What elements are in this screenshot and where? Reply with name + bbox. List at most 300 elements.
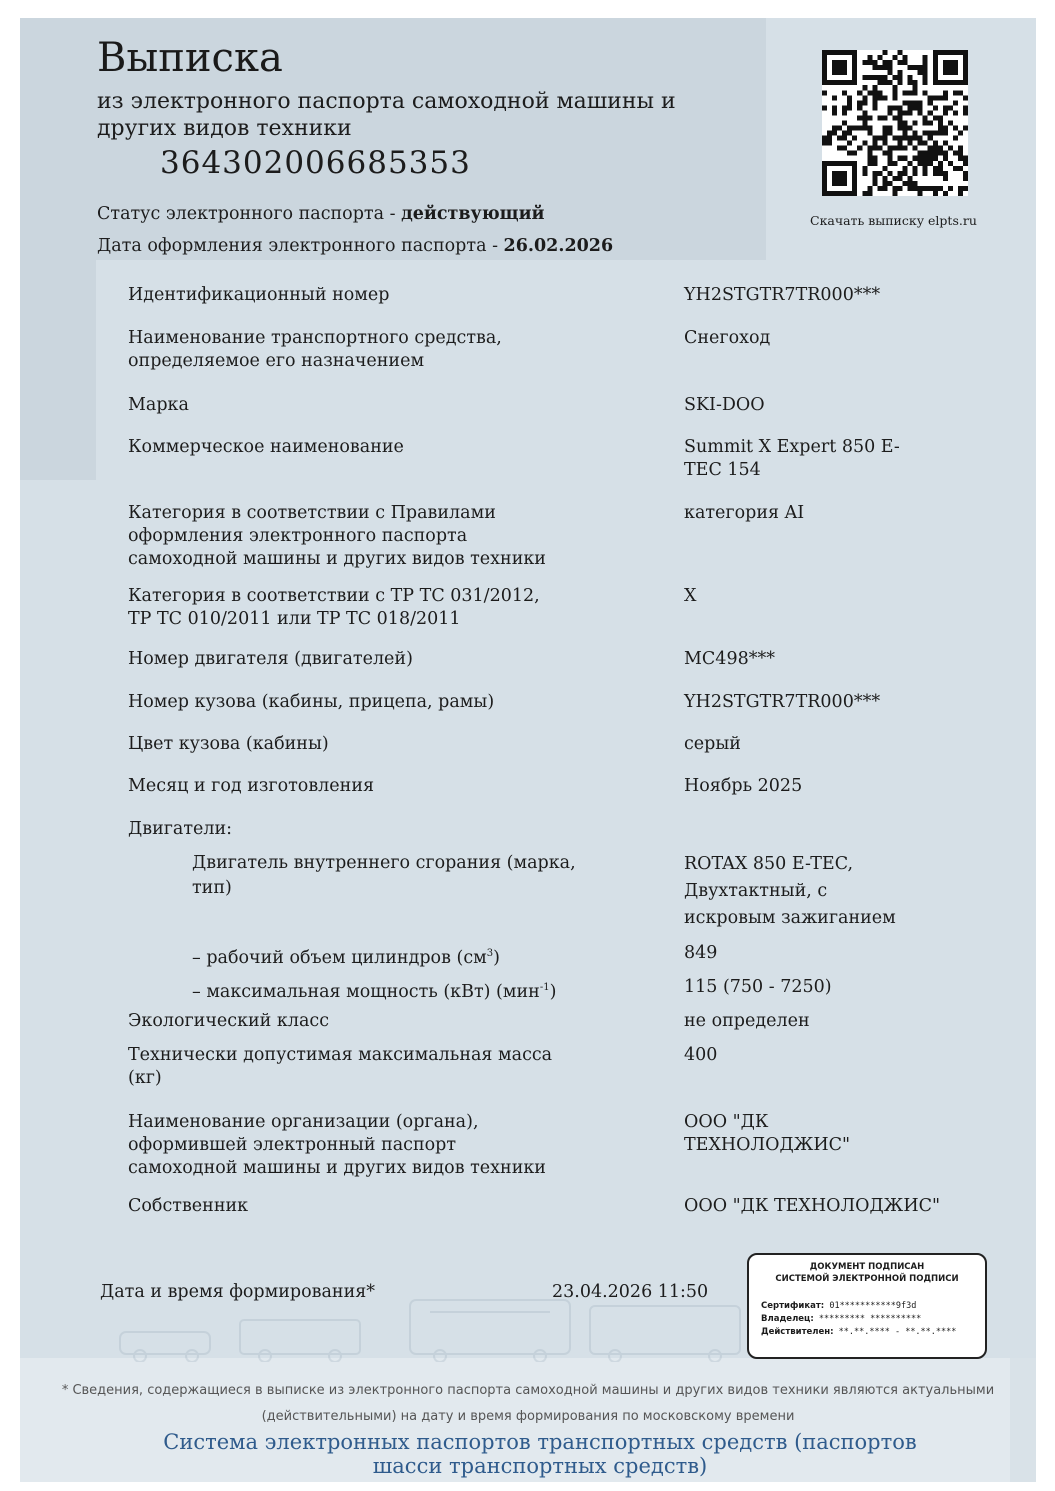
qr-module bbox=[918, 186, 923, 191]
qr-module bbox=[847, 151, 852, 156]
qr-module bbox=[857, 105, 862, 110]
qr-module bbox=[948, 65, 953, 70]
qr-module bbox=[872, 156, 877, 161]
qr-module bbox=[882, 131, 887, 136]
download-link[interactable]: Скачать выписку elpts.ru bbox=[810, 213, 977, 228]
qr-module bbox=[943, 60, 948, 65]
qr-module bbox=[938, 115, 943, 120]
qr-module bbox=[923, 70, 928, 75]
qr-module bbox=[822, 70, 827, 75]
qr-module bbox=[867, 115, 872, 120]
qr-module bbox=[862, 166, 867, 171]
qr-module bbox=[903, 100, 908, 105]
qr-module bbox=[908, 186, 913, 191]
qr-module bbox=[882, 60, 887, 65]
qr-module bbox=[867, 60, 872, 65]
qr-module bbox=[882, 176, 887, 181]
status-value: действующий bbox=[401, 204, 545, 224]
qr-module bbox=[943, 131, 948, 136]
max-power-sup: -1 bbox=[539, 982, 550, 993]
qr-module bbox=[862, 110, 867, 115]
qr-module bbox=[852, 191, 857, 196]
qr-module bbox=[913, 186, 918, 191]
qr-module bbox=[903, 136, 908, 141]
qr-module bbox=[872, 90, 877, 95]
qr-module bbox=[842, 60, 847, 65]
engines-heading: Двигатели: bbox=[128, 819, 233, 839]
qr-module bbox=[943, 70, 948, 75]
qr-module bbox=[908, 65, 913, 70]
qr-module bbox=[948, 146, 953, 151]
qr-module bbox=[933, 191, 938, 196]
qr-module bbox=[928, 100, 933, 105]
qr-module bbox=[847, 80, 852, 85]
qr-module bbox=[923, 75, 928, 80]
qr-module bbox=[847, 131, 852, 136]
qr-module bbox=[842, 171, 847, 176]
field-label-max-mass: Технически допустимая максимальная масса (кг) bbox=[128, 1045, 553, 1088]
qr-module bbox=[882, 115, 887, 120]
qr-module bbox=[963, 176, 968, 181]
qr-module bbox=[958, 146, 963, 151]
field-label-vehicle-name: Наименование транспортного средства, определяемое его назначением bbox=[128, 328, 502, 371]
qr-module bbox=[887, 105, 892, 110]
field-value-max-power: 115 (750 - 7250) bbox=[684, 977, 832, 997]
qr-module bbox=[882, 95, 887, 100]
qr-module bbox=[898, 176, 903, 181]
qr-module bbox=[928, 95, 933, 100]
field-label-category-rules: Категория в соответствии с Правилами оформления электронного паспорта самоходной машины и других видов техники bbox=[128, 503, 546, 569]
qr-module bbox=[938, 171, 943, 176]
field-label-cylinder-volume bbox=[192, 942, 602, 970]
qr-module bbox=[822, 80, 827, 85]
qr-module bbox=[958, 90, 963, 95]
qr-module bbox=[928, 146, 933, 151]
qr-module bbox=[842, 136, 847, 141]
qr-module bbox=[918, 100, 923, 105]
qr-module bbox=[933, 65, 938, 70]
qr-module bbox=[953, 100, 958, 105]
qr-module bbox=[943, 176, 948, 181]
qr-module bbox=[822, 141, 827, 146]
qr-module bbox=[963, 110, 968, 115]
qr-module bbox=[908, 136, 913, 141]
qr-module bbox=[963, 186, 968, 191]
qr-module bbox=[842, 90, 847, 95]
qr-module bbox=[872, 60, 877, 65]
qr-module bbox=[822, 75, 827, 80]
qr-module bbox=[887, 161, 892, 166]
qr-module bbox=[958, 50, 963, 55]
qr-module bbox=[822, 191, 827, 196]
qr-module bbox=[827, 161, 832, 166]
left-band bbox=[20, 260, 96, 480]
qr-module bbox=[963, 50, 968, 55]
qr-module bbox=[837, 126, 842, 131]
qr-module bbox=[938, 80, 943, 85]
qr-module bbox=[923, 65, 928, 70]
qr-module bbox=[943, 110, 948, 115]
qr-module bbox=[963, 65, 968, 70]
qr-module bbox=[933, 151, 938, 156]
qr-module bbox=[913, 65, 918, 70]
stamp-owner-value: ********* ********** bbox=[818, 1314, 922, 1324]
qr-module bbox=[908, 126, 913, 131]
qr-module bbox=[867, 126, 872, 131]
qr-module bbox=[898, 60, 903, 65]
qr-module bbox=[938, 50, 943, 55]
qr-module bbox=[827, 141, 832, 146]
qr-module bbox=[872, 181, 877, 186]
qr-module bbox=[877, 186, 882, 191]
qr-module bbox=[842, 105, 847, 110]
field-value-body-number: YH2STGTR7TR000*** bbox=[684, 692, 881, 712]
qr-module bbox=[827, 80, 832, 85]
qr-module bbox=[898, 70, 903, 75]
stamp-title-line1: ДОКУМЕНТ ПОДПИСАН bbox=[809, 1262, 925, 1272]
qr-module bbox=[943, 156, 948, 161]
qr-module bbox=[877, 146, 882, 151]
qr-module bbox=[847, 191, 852, 196]
qr-module bbox=[933, 186, 938, 191]
stamp-valid-label: Действителен: bbox=[761, 1327, 834, 1337]
qr-module bbox=[928, 110, 933, 115]
qr-module bbox=[832, 95, 837, 100]
qr-module bbox=[872, 161, 877, 166]
qr-module bbox=[842, 110, 847, 115]
qr-module bbox=[953, 60, 958, 65]
passport-status bbox=[97, 202, 545, 226]
qr-module bbox=[842, 131, 847, 136]
generated-value: 23.04.2026 11:50 bbox=[552, 1282, 709, 1302]
qr-module bbox=[822, 50, 827, 55]
qr-module bbox=[938, 131, 943, 136]
qr-module bbox=[877, 90, 882, 95]
qr-module bbox=[842, 70, 847, 75]
qr-module bbox=[837, 65, 842, 70]
qr-module bbox=[822, 186, 827, 191]
qr-module bbox=[847, 50, 852, 55]
qr-module bbox=[943, 171, 948, 176]
qr-module bbox=[852, 176, 857, 181]
field-value-category-rules: категория AI bbox=[684, 503, 805, 523]
field-value-category-tr: X bbox=[684, 586, 697, 606]
qr-module bbox=[923, 151, 928, 156]
qr-module bbox=[898, 75, 903, 80]
qr-module bbox=[852, 161, 857, 166]
qr-module bbox=[948, 186, 953, 191]
qr-module bbox=[852, 166, 857, 171]
qr-module bbox=[928, 161, 933, 166]
qr-module bbox=[877, 55, 882, 60]
qr-module bbox=[953, 136, 958, 141]
qr-module bbox=[963, 105, 968, 110]
stamp-valid bbox=[761, 1326, 956, 1338]
qr-module bbox=[852, 136, 857, 141]
qr-module bbox=[847, 95, 852, 100]
qr-module bbox=[892, 85, 897, 90]
max-power-text: – максимальная мощность (кВт) (мин bbox=[192, 981, 540, 1002]
qr-module bbox=[923, 60, 928, 65]
qr-module bbox=[887, 131, 892, 136]
qr-module bbox=[877, 75, 882, 80]
qr-module bbox=[832, 110, 837, 115]
qr-module bbox=[908, 105, 913, 110]
qr-module bbox=[887, 65, 892, 70]
qr-module bbox=[933, 156, 938, 161]
qr-module bbox=[938, 166, 943, 171]
qr-module bbox=[887, 181, 892, 186]
qr-module bbox=[882, 65, 887, 70]
field-value-cylinder-volume: 849 bbox=[684, 943, 718, 963]
qr-module bbox=[928, 136, 933, 141]
qr-module bbox=[903, 131, 908, 136]
qr-module bbox=[827, 136, 832, 141]
qr-module bbox=[847, 161, 852, 166]
qr-module bbox=[892, 186, 897, 191]
qr-module bbox=[882, 141, 887, 146]
qr-module bbox=[842, 80, 847, 85]
qr-module bbox=[933, 171, 938, 176]
qr-module bbox=[953, 65, 958, 70]
field-value-owner: ООО "ДК ТЕХНОЛОДЖИС" bbox=[684, 1196, 941, 1216]
qr-module bbox=[882, 75, 887, 80]
qr-module bbox=[903, 181, 908, 186]
qr-module bbox=[903, 60, 908, 65]
qr-module bbox=[953, 151, 958, 156]
qr-module bbox=[958, 131, 963, 136]
issue-date-label: Дата оформления электронного паспорта - bbox=[97, 236, 504, 256]
qr-module bbox=[903, 110, 908, 115]
qr-module bbox=[857, 90, 862, 95]
field-label-engine-number: Номер двигателя (двигателей) bbox=[128, 649, 413, 669]
qr-module bbox=[903, 146, 908, 151]
qr-module bbox=[822, 105, 827, 110]
qr-module bbox=[913, 136, 918, 141]
qr-module bbox=[923, 115, 928, 120]
field-label-body-color: Цвет кузова (кабины) bbox=[128, 734, 329, 754]
qr-module bbox=[832, 60, 837, 65]
qr-module bbox=[908, 100, 913, 105]
qr-module bbox=[827, 50, 832, 55]
stamp-owner bbox=[761, 1313, 921, 1325]
qr-module bbox=[913, 80, 918, 85]
qr-module bbox=[822, 166, 827, 171]
qr-module bbox=[832, 131, 837, 136]
qr-module bbox=[923, 171, 928, 176]
qr-module bbox=[938, 161, 943, 166]
qr-module bbox=[892, 105, 897, 110]
qr-module bbox=[938, 146, 943, 151]
passport-number: 364302006685353 bbox=[160, 145, 471, 181]
qr-module bbox=[882, 136, 887, 141]
qr-module bbox=[963, 60, 968, 65]
issue-date bbox=[97, 234, 613, 258]
generated-label: Дата и время формирования* bbox=[100, 1282, 376, 1302]
qr-module bbox=[842, 191, 847, 196]
qr-module bbox=[963, 156, 968, 161]
qr-code-icon[interactable] bbox=[822, 50, 968, 196]
qr-module bbox=[953, 50, 958, 55]
qr-module bbox=[933, 131, 938, 136]
field-label-body-number: Номер кузова (кабины, прицепа, рамы) bbox=[128, 692, 495, 712]
qr-module bbox=[822, 161, 827, 166]
qr-module bbox=[852, 181, 857, 186]
qr-module bbox=[832, 191, 837, 196]
qr-module bbox=[892, 75, 897, 80]
qr-module bbox=[862, 85, 867, 90]
footer-note: * Сведения, содержащиеся в выписке из электронного паспорта самоходной машины и других видов техники являются актуальными (действительными) на дату и время формирования по московскому времени bbox=[61, 1383, 995, 1424]
cylinder-volume-text: – рабочий объем цилиндров (см bbox=[192, 947, 487, 968]
qr-module bbox=[923, 186, 928, 191]
qr-module bbox=[928, 186, 933, 191]
qr-module bbox=[918, 141, 923, 146]
qr-module bbox=[877, 65, 882, 70]
qr-module bbox=[963, 70, 968, 75]
qr-module bbox=[963, 75, 968, 80]
qr-module bbox=[837, 161, 842, 166]
qr-module bbox=[877, 136, 882, 141]
qr-module bbox=[963, 126, 968, 131]
qr-module bbox=[908, 176, 913, 181]
qr-module bbox=[913, 171, 918, 176]
qr-module bbox=[933, 75, 938, 80]
qr-module bbox=[852, 70, 857, 75]
field-label-brand: Марка bbox=[128, 395, 189, 415]
stamp-valid-value: **.**.**** - **.**.**** bbox=[838, 1327, 957, 1337]
qr-module bbox=[898, 115, 903, 120]
qr-module bbox=[852, 60, 857, 65]
qr-module bbox=[918, 161, 923, 166]
qr-module bbox=[862, 60, 867, 65]
stamp-cert-label: Сертификат: bbox=[761, 1301, 825, 1311]
qr-module bbox=[882, 80, 887, 85]
qr-module bbox=[842, 120, 847, 125]
qr-module bbox=[918, 136, 923, 141]
qr-module bbox=[887, 156, 892, 161]
field-label-organization: Наименование организации (органа), оформившей электронный паспорт самоходной машины и других видов техники bbox=[128, 1112, 546, 1178]
qr-module bbox=[862, 120, 867, 125]
qr-module bbox=[918, 110, 923, 115]
qr-module bbox=[928, 131, 933, 136]
qr-module bbox=[963, 171, 968, 176]
qr-module bbox=[933, 60, 938, 65]
qr-module bbox=[933, 141, 938, 146]
qr-module bbox=[892, 176, 897, 181]
field-value-eco-class: не определен bbox=[684, 1011, 810, 1031]
qr-module bbox=[837, 136, 842, 141]
qr-module bbox=[913, 120, 918, 125]
qr-module bbox=[908, 181, 913, 186]
qr-module bbox=[948, 120, 953, 125]
qr-module bbox=[958, 151, 963, 156]
qr-module bbox=[857, 100, 862, 105]
field-value-commercial-name: Summit X Expert 850 E-TEC 154 bbox=[684, 437, 900, 480]
field-label-ice: Двигатель внутреннего сгорания (марка, тип) bbox=[192, 853, 576, 898]
qr-module bbox=[842, 146, 847, 151]
qr-module bbox=[867, 146, 872, 151]
qr-module bbox=[908, 110, 913, 115]
qr-module bbox=[903, 55, 908, 60]
qr-module bbox=[887, 151, 892, 156]
qr-module bbox=[857, 126, 862, 131]
qr-module bbox=[867, 55, 872, 60]
qr-module bbox=[872, 141, 877, 146]
qr-module bbox=[827, 191, 832, 196]
signature-stamp bbox=[747, 1253, 987, 1359]
qr-module bbox=[903, 171, 908, 176]
qr-module bbox=[963, 95, 968, 100]
qr-module bbox=[923, 55, 928, 60]
qr-module bbox=[918, 191, 923, 196]
qr-module bbox=[953, 110, 958, 115]
qr-module bbox=[872, 95, 877, 100]
qr-module bbox=[943, 141, 948, 146]
qr-module bbox=[882, 181, 887, 186]
field-value-vin: YH2STGTR7TR000*** bbox=[684, 285, 881, 305]
qr-module bbox=[852, 151, 857, 156]
qr-module bbox=[867, 186, 872, 191]
qr-module bbox=[908, 141, 913, 146]
qr-module bbox=[892, 115, 897, 120]
stamp-certificate bbox=[761, 1300, 916, 1312]
qr-module bbox=[852, 75, 857, 80]
qr-module bbox=[837, 181, 842, 186]
qr-module bbox=[887, 171, 892, 176]
qr-module bbox=[847, 100, 852, 105]
stamp-cert-value: 01***********9f3d bbox=[829, 1301, 917, 1311]
qr-module bbox=[822, 65, 827, 70]
qr-module bbox=[857, 146, 862, 151]
qr-module bbox=[872, 136, 877, 141]
cylinder-volume-sup: 3 bbox=[486, 948, 494, 959]
qr-module bbox=[837, 176, 842, 181]
qr-module bbox=[877, 95, 882, 100]
qr-module bbox=[832, 161, 837, 166]
qr-module bbox=[822, 176, 827, 181]
qr-module bbox=[933, 70, 938, 75]
qr-module bbox=[832, 181, 837, 186]
qr-module bbox=[903, 126, 908, 131]
qr-module bbox=[948, 50, 953, 55]
qr-module bbox=[923, 80, 928, 85]
qr-module bbox=[948, 70, 953, 75]
qr-module bbox=[903, 90, 908, 95]
qr-module bbox=[958, 80, 963, 85]
qr-module bbox=[943, 80, 948, 85]
qr-module bbox=[822, 136, 827, 141]
qr-module bbox=[908, 75, 913, 80]
qr-module bbox=[908, 161, 913, 166]
qr-module bbox=[862, 126, 867, 131]
qr-module bbox=[872, 85, 877, 90]
qr-module bbox=[862, 171, 867, 176]
qr-module bbox=[832, 70, 837, 75]
qr-module bbox=[887, 110, 892, 115]
qr-module bbox=[872, 100, 877, 105]
qr-module bbox=[898, 156, 903, 161]
qr-module bbox=[852, 171, 857, 176]
qr-module bbox=[872, 105, 877, 110]
qr-module bbox=[933, 50, 938, 55]
qr-module bbox=[832, 176, 837, 181]
qr-module bbox=[963, 161, 968, 166]
qr-module bbox=[882, 186, 887, 191]
qr-module bbox=[963, 55, 968, 60]
field-value-organization: ООО "ДК ТЕХНОЛОДЖИС" bbox=[684, 1112, 851, 1155]
qr-module bbox=[862, 191, 867, 196]
qr-module bbox=[892, 146, 897, 151]
